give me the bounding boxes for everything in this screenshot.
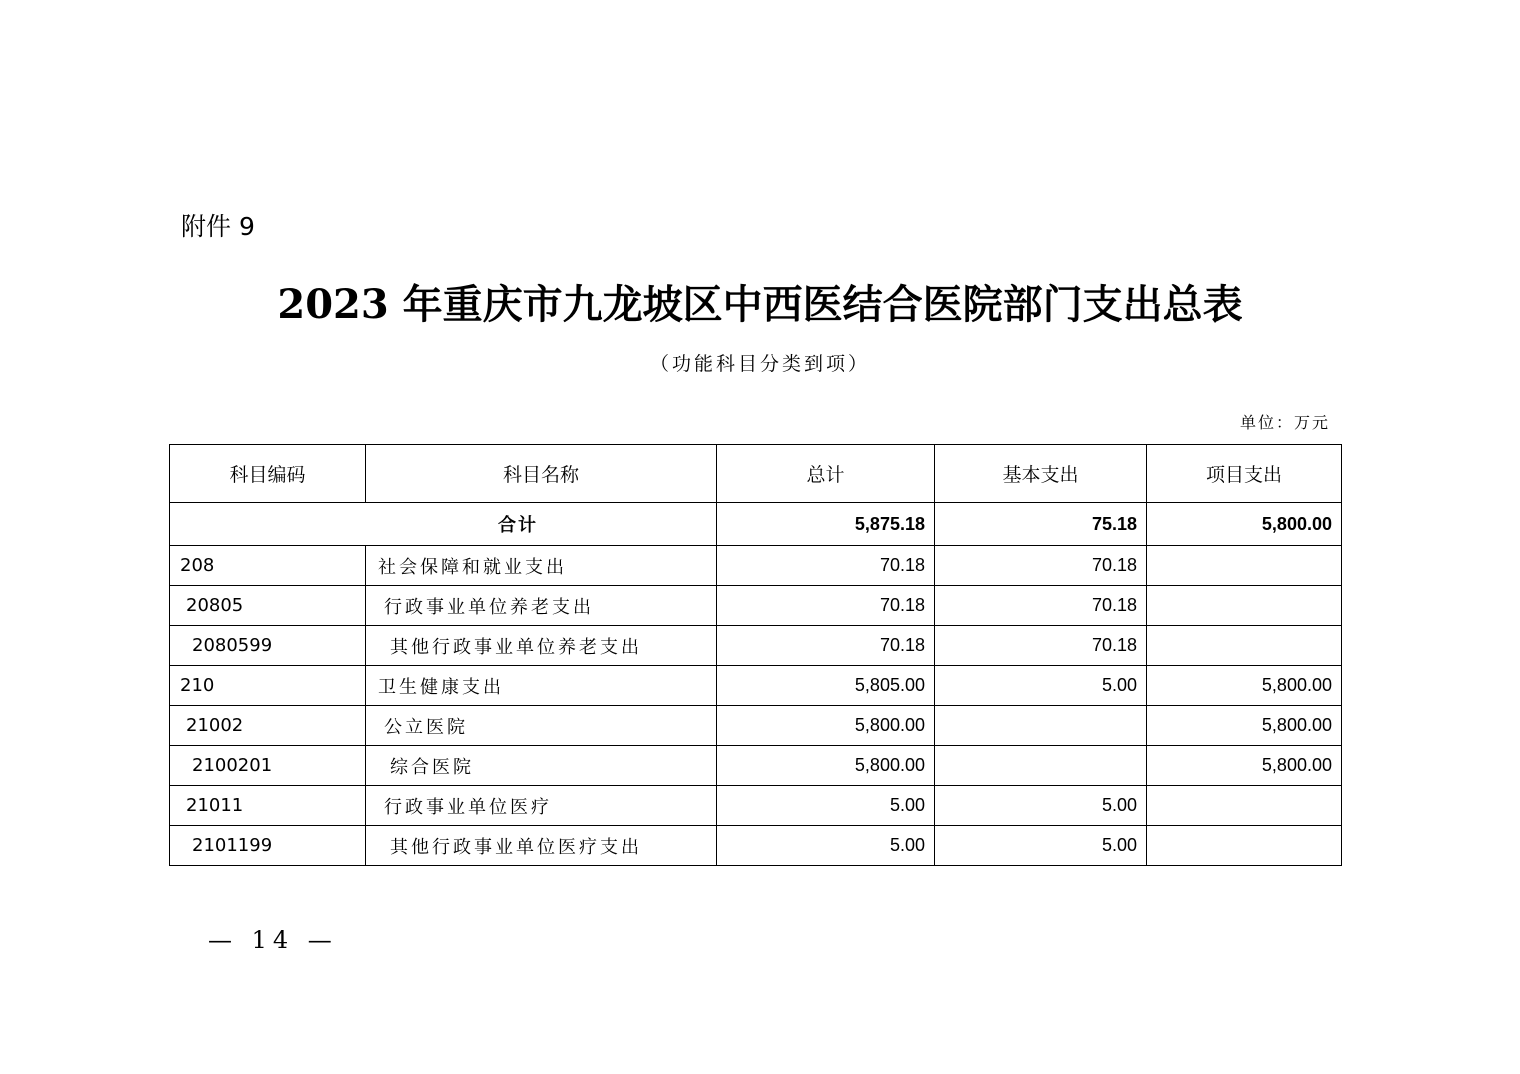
row-total: 70.18 [717, 546, 935, 586]
table-row [170, 826, 1342, 866]
row-basic: 70.18 [935, 546, 1147, 586]
row-basic [935, 746, 1147, 786]
table-row [170, 586, 1342, 626]
row-code: 21011 [170, 786, 366, 826]
row-total: 5,805.00 [717, 666, 935, 706]
row-code: 20805 [170, 586, 366, 626]
row-project: 5,800.00 [1147, 666, 1342, 706]
row-code: 2080599 [170, 626, 366, 666]
row-basic: 5.00 [935, 826, 1147, 866]
row-project [1147, 626, 1342, 666]
header-total: 总计 [717, 445, 935, 503]
row-project: 5,800.00 [1147, 746, 1342, 786]
table-header-row [170, 445, 1342, 503]
row-basic: 5.00 [935, 786, 1147, 826]
row-code: 2100201 [170, 746, 366, 786]
row-project [1147, 786, 1342, 826]
table-row [170, 626, 1342, 666]
row-total: 5,800.00 [717, 706, 935, 746]
row-basic: 5.00 [935, 666, 1147, 706]
table-row [170, 746, 1342, 786]
page-title: 2023 年重庆市九龙坡区中西医结合医院部门支出总表 [277, 281, 1243, 328]
row-name: 行政事业单位养老支出 [366, 586, 717, 626]
attachment-label: 附件 9 [181, 212, 255, 241]
row-total: 70.18 [717, 586, 935, 626]
row-code: 208 [170, 546, 366, 586]
row-project: 5,800.00 [1147, 706, 1342, 746]
total-label: 合计 [170, 503, 717, 546]
row-name: 公立医院 [366, 706, 717, 746]
table-row [170, 666, 1342, 706]
header-code: 科目编码 [170, 445, 366, 503]
unit-label: 单位：万元 [1239, 413, 1330, 432]
page-number: — 14 — [208, 926, 338, 954]
row-code: 21002 [170, 706, 366, 746]
row-project [1147, 826, 1342, 866]
total-project: 5,800.00 [1147, 503, 1342, 546]
total-basic: 75.18 [935, 503, 1147, 546]
row-name: 行政事业单位医疗 [366, 786, 717, 826]
row-name: 综合医院 [366, 746, 717, 786]
row-name: 其他行政事业单位医疗支出 [366, 826, 717, 866]
header-project: 项目支出 [1147, 445, 1342, 503]
row-project [1147, 546, 1342, 586]
row-total: 5,800.00 [717, 746, 935, 786]
header-basic: 基本支出 [935, 445, 1147, 503]
page-subtitle: （功能科目分类到项） [649, 353, 870, 375]
row-name: 其他行政事业单位养老支出 [366, 626, 717, 666]
row-name: 卫生健康支出 [366, 666, 717, 706]
row-total: 70.18 [717, 626, 935, 666]
row-project [1147, 586, 1342, 626]
total-amount: 5,875.18 [717, 503, 935, 546]
row-code: 210 [170, 666, 366, 706]
table-row [170, 786, 1342, 826]
header-name: 科目名称 [366, 445, 717, 503]
table-row [170, 546, 1342, 586]
row-basic: 70.18 [935, 586, 1147, 626]
row-basic: 70.18 [935, 626, 1147, 666]
row-name: 社会保障和就业支出 [366, 546, 717, 586]
row-total: 5.00 [717, 826, 935, 866]
row-code: 2101199 [170, 826, 366, 866]
expenditure-table [169, 444, 1342, 866]
row-total: 5.00 [717, 786, 935, 826]
row-basic [935, 706, 1147, 746]
table-row [170, 706, 1342, 746]
total-row [170, 503, 1342, 546]
